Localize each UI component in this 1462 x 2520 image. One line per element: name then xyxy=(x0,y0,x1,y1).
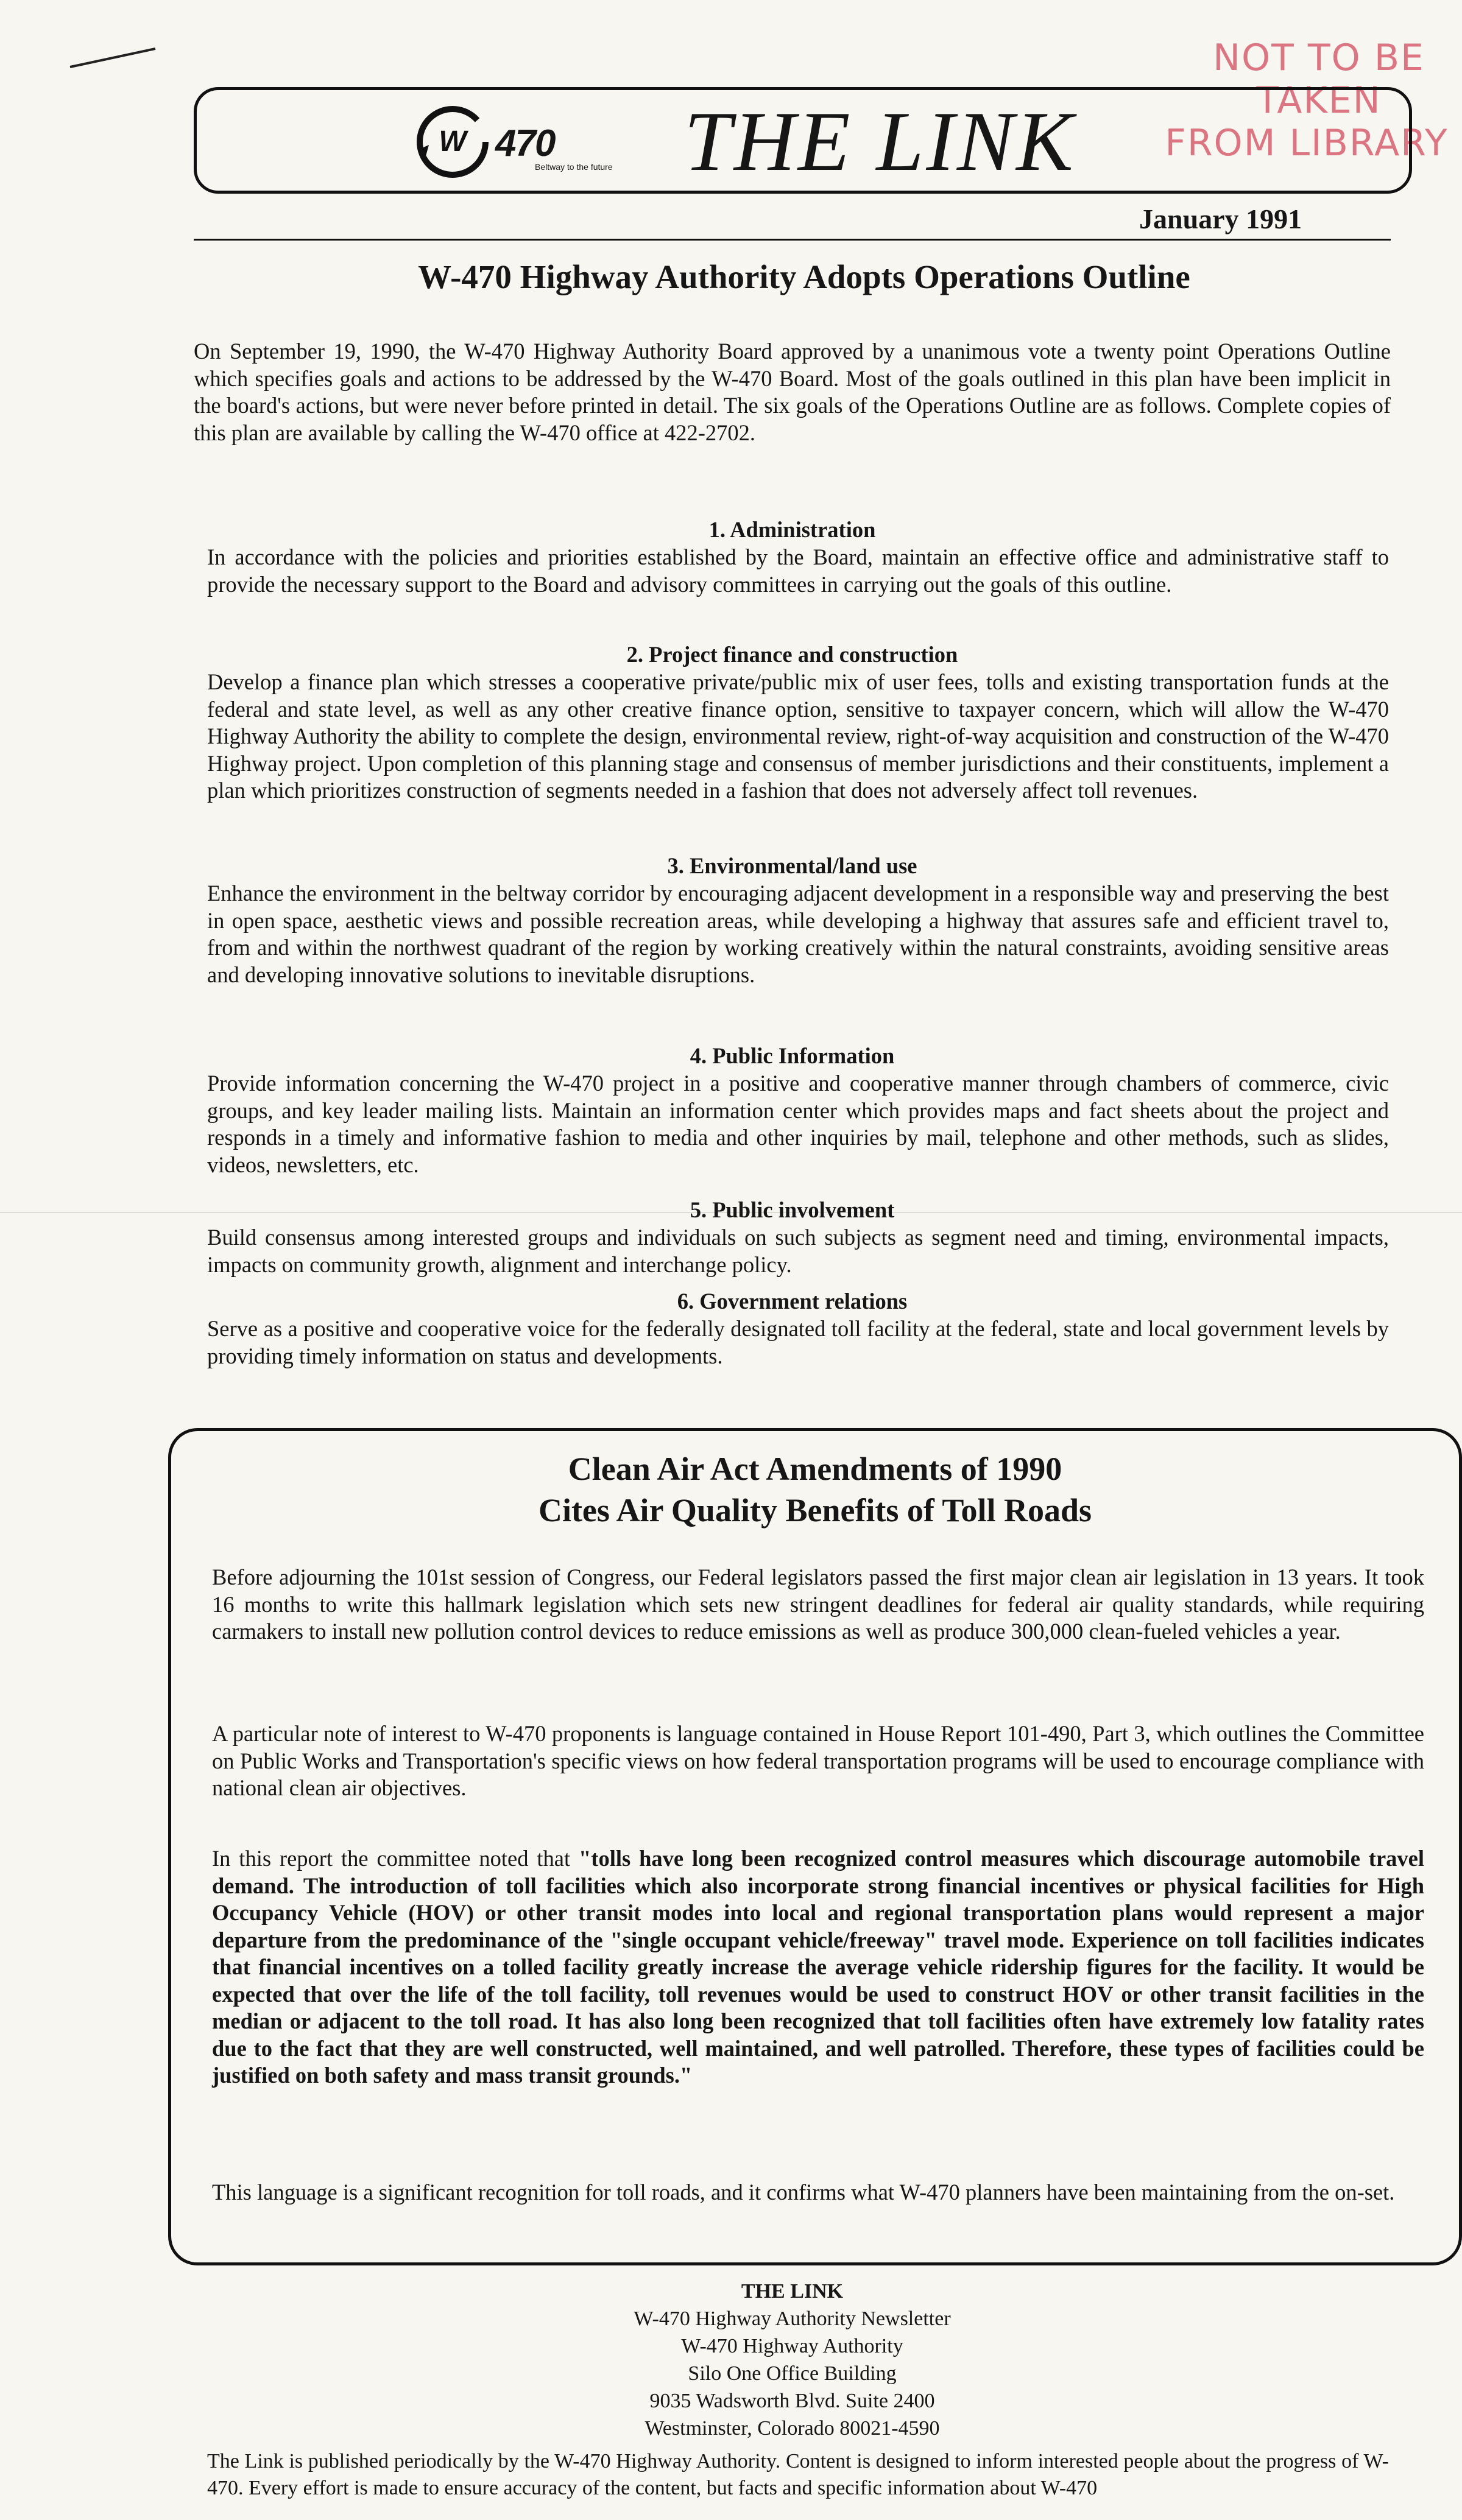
colophon-line-2: W-470 Highway Authority xyxy=(681,2335,903,2357)
section-body-finance: Develop a finance plan which stresses a cooperative private/public mix of user fees, tolls and existing transportation funds at the federal and state level, as well as any other creative finance option, sensitive to taxpayer concern, which will allow the W-470 Highway Authority the ability to complete the design, environmental review, right-of-way acquisition and construction of the W-470 Highway project. Upon completion of this planning stage and consensus of member jurisdictions and their constituents, implement a plan which prioritizes construction of segments needed in a fashion that does not adversely affect toll revenues. xyxy=(207,669,1389,803)
colophon-paragraph: The Link is published periodically by the W-470 Highway Authority. Content is designed to inform interested people about the progress of W-470. Every effort is made to ensure accuracy of the content, but facts and specific information about W-470 xyxy=(207,2450,1389,2499)
masthead xyxy=(194,87,1412,194)
section-body-government-relations: Serve as a positive and cooperative voice for the federally designated toll facility at the federal, state and local government levels by providing timely information on status and developments. xyxy=(207,1316,1389,1368)
newsletter-title: THE LINK xyxy=(684,94,1076,189)
pen-mark xyxy=(67,46,158,70)
section-heading-public-information: 4. Public Information xyxy=(690,1043,895,1068)
clean-air-paragraph-2: A particular note of interest to W-470 proponents is language contained in House Report 101-490, Part 3, which outlines the Committee on Public Works and Transportation's specific views on how federal transportation programs will be used to encourage compliance with national clean air objectives. xyxy=(212,1721,1424,1800)
section-body-public-information: Provide information concerning the W-470 project in a positive and cooperative manner through chambers of commerce, civic groups, and key leader mailing lists. Maintain an information center which provides maps and fact sheets about the project and responds in a timely and informative fashion to media and other inquiries by mail, telephone and other methods, such as slides, videos, newsletters, etc. xyxy=(207,1071,1389,1177)
clean-air-paragraph-3 xyxy=(212,1845,1424,2089)
w470-logo-icon xyxy=(413,102,492,181)
section-body-public-involvement: Build consensus among interested groups and individuals on such subjects as segment need and timing, environmental impacts, impacts on community growth, alignment and interchange policy. xyxy=(207,1225,1389,1277)
colophon-title: THE LINK xyxy=(741,2280,844,2303)
article-headline: W-470 Highway Authority Adopts Operations Outline xyxy=(418,258,1190,295)
colophon-line-4: 9035 Wadsworth Blvd. Suite 2400 xyxy=(649,2390,935,2412)
committee-quote: "tolls have long been recognized control measures which discourage automobile travel demand. The introduction of toll facilities which also incorporate strong financial incentives or physical facilities for High Occupancy Vehicle (HOV) or other transit modes into local and regional transportation plans would represent a major departure from the predominance of the "single occupant vehicle/freeway" travel mode. Experience on toll facilities indicates that financial incentives on a tolled facility greatly increase the average vehicle ridership figures for the facility. It would be expected that over the life of the toll facility, toll revenues would be used to construct HOV or other transit facilities in the median or adjacent to the toll road. It has also long been recognized that toll facilities often have extremely low fatality rates due to the fact that they are well constructed, well maintained, and well patrolled. Therefore, these types of facilities could be justified on both safety and mass transit grounds." xyxy=(212,1846,1424,2088)
date-rule xyxy=(194,239,1391,241)
section-heading-public-involvement: 5. Public involvement xyxy=(690,1197,895,1222)
title-line-1: Clean Air Act Amendments of 1990 xyxy=(568,1451,1062,1487)
clean-air-article-title xyxy=(168,1448,1462,1531)
section-heading-environment: 3. Environmental/land use xyxy=(667,853,917,878)
section-heading-government-relations: 6. Government relations xyxy=(677,1289,908,1314)
section-heading-administration: 1. Administration xyxy=(708,517,876,542)
issue-date: January 1991 xyxy=(1139,203,1302,234)
stamp-line-1: NOT TO BE TAKEN xyxy=(1213,37,1425,122)
svg-text:W: W xyxy=(439,125,467,158)
logo-number: 470 xyxy=(495,122,555,164)
logo-tagline: Beltway to the future xyxy=(535,162,613,172)
title-line-2: Cites Air Quality Benefits of Toll Roads xyxy=(538,1492,1092,1529)
section-body-environment: Enhance the environment in the beltway corridor by encouraging adjacent development in a responsible way and preserving the best in open space, aesthetic views and possible recreation areas, while developing a highway that assures safe and efficient travel to, from and within the northwest quadrant of the region by working creatively within the natural constraints, avoiding sensitive areas and developing innovative solutions to inevitable disruptions. xyxy=(207,881,1389,987)
clean-air-paragraph-1: Before adjourning the 101st session of Congress, our Federal legislators passed the first major clean air legislation in 13 years. It took 16 months to write this hallmark legislation which sets new stringent deadlines for federal air quality standards, while requiring carmakers to install new pollution control devices to reduce emissions as well as produce 300,000 clean-fueled vehicles a year. xyxy=(212,1564,1424,1644)
section-heading-finance: 2. Project finance and construction xyxy=(626,642,958,667)
section-body-administration: In accordance with the policies and priorities established by the Board, maintain an effective office and administrative staff to provide the necessary support to the Board and advisory committees in carrying out the goals of this outline. xyxy=(207,544,1389,597)
quote-lead: In this report the committee noted that xyxy=(212,1846,579,1871)
stamp-line-2: FROM LIBRARY xyxy=(1165,122,1449,164)
colophon-line-5: Westminster, Colorado 80021-4590 xyxy=(644,2417,940,2440)
colophon-line-3: Silo One Office Building xyxy=(688,2362,897,2385)
article-intro: On September 19, 1990, the W-470 Highway Authority Board approved by a unanimous vote a twenty point Operations Outline which specifies goals and actions to be addressed by the W-470 Board. Most of the goals outlined in this plan have been implicit in the board's actions, but were never before printed in detail. The six goals of the Operations Outline are as follows. Complete copies of this plan are available by calling the W-470 office at 422-2702. xyxy=(194,339,1391,445)
colophon-line-1: W-470 Highway Authority Newsletter xyxy=(634,2307,951,2330)
clean-air-paragraph-4: This language is a significant recognition for toll roads, and it confirms what W-470 planners have been maintaining from the on-set. xyxy=(212,2180,1395,2205)
